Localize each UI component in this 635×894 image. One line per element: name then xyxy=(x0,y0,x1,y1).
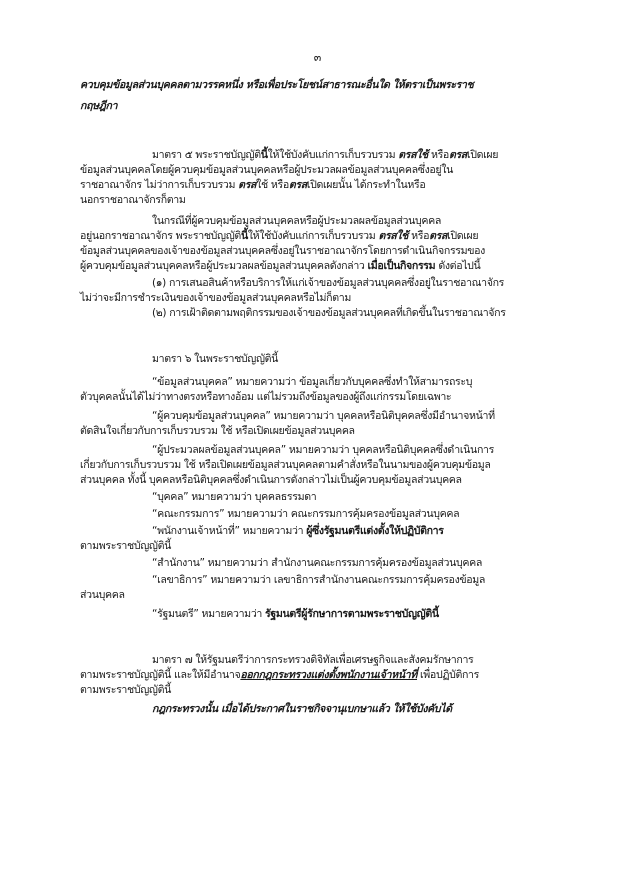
text-line xyxy=(152,573,485,587)
text-segment: ออกกฎกระทรวงแต่งตั้งพนักงานเจ้าหน้าที่ xyxy=(240,669,418,681)
text-segment: ตัวบุคคลนั้นได้ไม่ว่าทางตรงหรือทางอ้อม แต่ไม่รวมถึงข้อมูลของผู้ถึงแก่กรรมโดยเฉพาะ xyxy=(80,391,452,403)
text-segment: ให้ใช้บังคับแก่การเก็บรวบรวม xyxy=(267,149,399,161)
text-line xyxy=(80,683,171,697)
text-segment: ดังต่อไปนี้ xyxy=(435,260,481,272)
text-line xyxy=(152,443,494,457)
text-line xyxy=(152,524,444,538)
text-segment: “ผู้ประมวลผลข้อมูลส่วนบุคคล” หมายความว่า บุคคลหรือนิติบุคคลซึ่งดำเนินการ xyxy=(152,444,494,456)
text-segment: ไม่ว่าจะมีการชำระเงินของเจ้าของข้อมูลส่วนบุคคลหรือไม่ก็ตาม xyxy=(80,292,351,304)
text-line xyxy=(152,556,482,570)
text-segment: นอกราชอาณาจักรก็ตาม xyxy=(80,194,186,206)
text-line xyxy=(80,78,473,92)
text-segment: นี้ xyxy=(260,149,268,161)
text-line xyxy=(80,163,453,177)
text-segment: ตัดสินใจเกี่ยวกับการเก็บรวบรวม ใช้ หรือเปิดเผยข้อมูลส่วนบุคคล xyxy=(80,425,355,437)
text-line xyxy=(80,588,125,602)
text-segment: ตรส xyxy=(429,230,448,242)
text-line xyxy=(80,244,485,258)
text-segment: “สำนักงาน” หมายความว่า สำนักงานคณะกรรมการคุ้มครองข้อมูลส่วนบุคคล xyxy=(152,557,482,569)
text-segment: ตรสใช้ xyxy=(378,230,409,242)
text-segment: รัฐมนตรีผู้รักษาการตามพระราชบัญญัตินี้ xyxy=(265,608,439,620)
text-segment: (๒) การเฝ้าติดตามพฤติกรรมของเจ้าของข้อมูลส่วนบุคคลที่เกิดขึ้นในราชอาณาจักร xyxy=(152,307,506,319)
text-segment: ส่วนบุคคล xyxy=(80,589,125,601)
text-segment: หรือ xyxy=(427,149,449,161)
text-segment: เปิดเผย xyxy=(447,230,479,242)
text-segment: “เลขาธิการ” หมายความว่า เลขาธิการสำนักงานคณะกรรมการคุ้มครองข้อมูล xyxy=(152,574,486,586)
text-segment: เพื่อปฏิบัติการ xyxy=(417,669,479,681)
text-line xyxy=(152,507,459,521)
page-number: ๓ xyxy=(313,51,322,64)
text-line xyxy=(152,375,472,389)
text-line xyxy=(80,178,425,192)
text-line xyxy=(152,607,439,621)
text-line xyxy=(80,193,186,207)
text-segment: ราชอาณาจักร ไม่ว่าการเก็บรวบรวม xyxy=(80,179,239,191)
text-segment: (๑) การเสนอสินค้าหรือบริการให้แก่เจ้าของข้อมูลส่วนบุคคลซึ่งอยู่ในราชอาณาจักร xyxy=(152,277,505,289)
text-segment: “ข้อมูลส่วนบุคคล” หมายความว่า ข้อมูลเกี่ยวกับบุคคลซึ่งทำให้สามารถระบุ xyxy=(152,376,473,388)
text-segment: “พนักงานเจ้าหน้าที่” หมายความว่า xyxy=(152,525,307,537)
text-segment: เกี่ยวกับการเก็บรวบรวม ใช้ หรือเปิดเผยข้อมูลส่วนบุคคลตามคำสั่งหรือในนามของผู้ควบคุมข้อมูล xyxy=(80,459,491,471)
text-segment: ตรสใช้ xyxy=(398,149,428,161)
text-line xyxy=(80,390,451,404)
text-segment: เมื่อเป็นกิจกรรม xyxy=(367,260,436,272)
text-line xyxy=(152,148,498,162)
text-line xyxy=(80,539,171,553)
text-segment: ตามพระราชบัญญัตินี้ และให้มีอำนาจ xyxy=(80,669,241,681)
text-line xyxy=(80,668,479,682)
text-line xyxy=(152,306,506,320)
text-line xyxy=(152,409,495,423)
text-segment: กฎกระทรวงนั้น เมื่อได้ประกาศในราชกิจจานุเบกษาแล้ว ให้ใช้บังคับได้ xyxy=(152,703,452,715)
text-segment: “รัฐมนตรี” หมายความว่า xyxy=(152,608,266,620)
text-segment: “ผู้ควบคุมข้อมูลส่วนบุคคล” หมายความว่า บุคคลหรือนิติบุคคลซึ่งมีอำนาจหน้าที่ xyxy=(152,410,495,422)
text-segment: ผู้ควบคุมข้อมูลส่วนบุคคลหรือผู้ประมวลผลข้อมูลส่วนบุคคลดังกล่าว xyxy=(80,260,368,272)
text-segment: ตรส xyxy=(288,179,307,191)
text-segment: ตรส xyxy=(448,149,467,161)
text-segment: ตรส xyxy=(238,179,257,191)
text-segment: นี้ xyxy=(240,230,248,242)
text-line xyxy=(80,229,478,243)
text-segment: ส่วนบุคคล ทั้งนี้ บุคคลหรือนิติบุคคลซึ่งดำเนินการดังกล่าวไม่เป็นผู้ควบคุมข้อมูลส่วนบุคคล xyxy=(80,474,462,486)
text-segment: กฤษฎีกา xyxy=(80,100,118,112)
text-line xyxy=(80,424,355,438)
text-line xyxy=(152,653,473,667)
text-segment: เปิดเผย xyxy=(466,149,499,161)
text-line xyxy=(80,473,462,487)
text-segment: “คณะกรรมการ” หมายความว่า คณะกรรมการคุ้มครองข้อมูลส่วนบุคคล xyxy=(152,508,460,520)
text-segment: มาตรา ๕ พระราชบัญญัติ xyxy=(152,149,261,161)
text-segment: ให้ใช้บังคับแก่การเก็บรวบรวม xyxy=(247,230,379,242)
text-segment: ข้อมูลส่วนบุคคลของเจ้าของข้อมูลส่วนบุคคลซึ่งอยู่ในราชอาณาจักรโดยการดำเนินกิจกรรมของ xyxy=(80,245,485,257)
text-line xyxy=(152,276,504,290)
text-segment: เปิดเผยนั้น ได้กระทำในหรือ xyxy=(306,179,426,191)
text-line xyxy=(152,352,278,366)
text-segment: ควบคุมข้อมูลส่วนบุคคลตามวรรคหนึ่ง หรือเพื่อประโยชน์สาธารณะอื่นใด ให้ตราเป็นพระราช xyxy=(80,79,474,91)
text-segment: ใช้ หรือ xyxy=(256,179,289,191)
text-line xyxy=(152,214,441,228)
text-line xyxy=(80,458,491,472)
text-segment: “บุคคล” หมายความว่า บุคคลธรรมดา xyxy=(152,491,317,503)
text-line xyxy=(152,702,452,716)
text-line xyxy=(80,259,480,273)
text-segment: มาตรา ๖ ในพระราชบัญญัตินี้ xyxy=(152,353,279,365)
text-segment: ผู้ซึ่งรัฐมนตรีแต่งตั้งให้ปฏิบัติการ xyxy=(306,525,444,537)
text-segment: ตามพระราชบัญญัตินี้ xyxy=(80,684,172,696)
text-segment: ตามพระราชบัญญัตินี้ xyxy=(80,540,172,552)
text-segment: ในกรณีที่ผู้ควบคุมข้อมูลส่วนบุคคลหรือผู้ประมวลผลข้อมูลส่วนบุคคล xyxy=(152,215,441,227)
text-line xyxy=(152,490,316,504)
text-segment: ข้อมูลส่วนบุคคลโดยผู้ควบคุมข้อมูลส่วนบุคคลหรือผู้ประมวลผลข้อมูลส่วนบุคคลซึ่งอยู่ใน xyxy=(80,164,454,176)
text-segment: หรือ xyxy=(408,230,430,242)
text-line xyxy=(80,291,351,305)
text-segment: อยู่นอกราชอาณาจักร พระราชบัญญัติ xyxy=(80,230,241,242)
text-line xyxy=(80,99,117,113)
text-segment: มาตรา ๗ ให้รัฐมนตรีว่าการกระทรวงดิจิทัลเพื่อเศรษฐกิจและสังคมรักษาการ xyxy=(152,654,474,666)
